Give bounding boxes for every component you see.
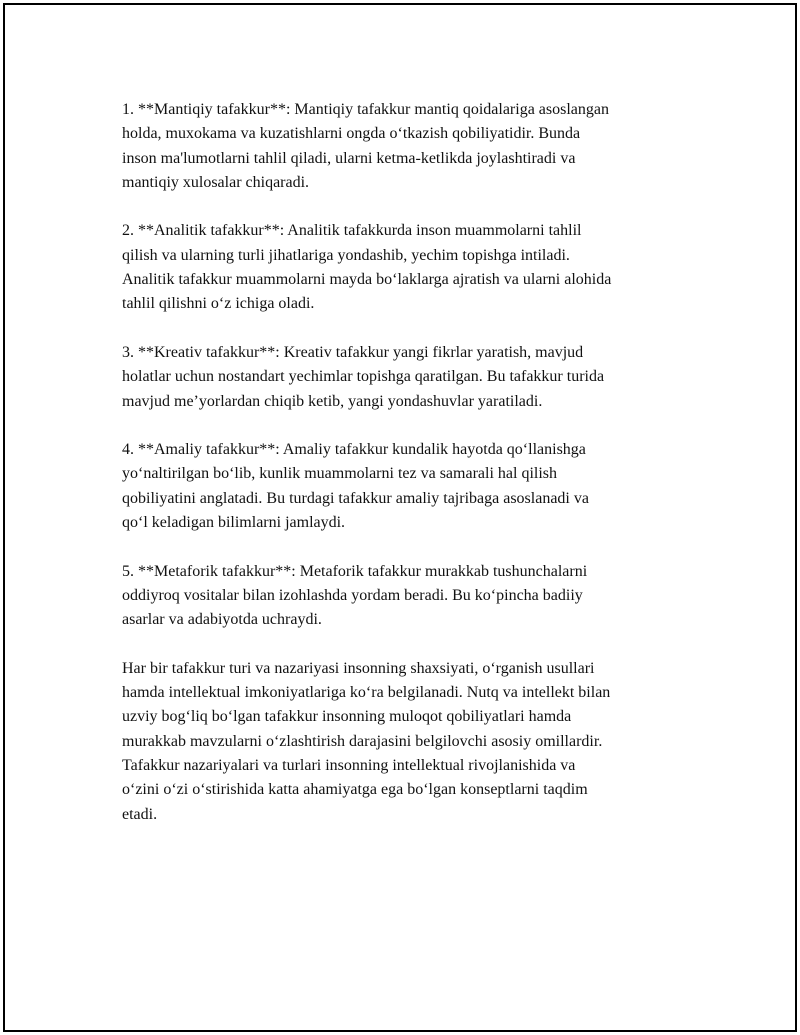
page-frame [3, 3, 797, 1032]
paragraph-metaforik-tafakkur: 5. **Metaforik tafakkur**: Metaforik tafakkur murakkab tushunchalarni oddiyroq vositalar bilan izohlashda yordam beradi. Bu ko‘pincha badiiy asarlar va adabiyotda uchraydi. [122, 562, 588, 629]
paragraph-kreativ-tafakkur: 3. **Kreativ tafakkur**: Kreativ tafakkur yangi fikrlar yaratish, mavjud holatlar uchun nostandart yechimlar topishga qaratilgan. Bu tafakkur turida mavjud me’yorlardan chiqib ketib, yangi yondashuvlar yaratiladi. [122, 343, 605, 410]
paragraph-amaliy-tafakkur: 4. **Amaliy tafakkur**: Amaliy tafakkur kundalik hayotda qo‘llanishga yo‘naltirilgan bo‘lib, kunlik muammolarni tez va samarali hal qilish qobiliyatini anglatadi. Bu turdagi tafakkur amaliy tajribaga asoslanadi va qo‘l keladigan bilimlarni jamlaydi. [122, 441, 589, 532]
document-body [122, 98, 697, 851]
paragraph-conclusion: Har bir tafakkur turi va nazariyasi insonning shaxsiyati, o‘rganish usullari hamda intellektual imkoniyatlariga ko‘ra belgilanadi. Nutq va intellekt bilan uzviy bog‘liq bo‘lgan tafakkur insonning muloqot qobiliyatlari hamda murakkab mavzularni o‘zlashtirish darajasini belgilovchi asosiy omillardir. Tafakkur nazariyalari va turlari insonning intellektual rivojlanishida va o‘zini o‘zi o‘stirishida katta ahamiyatga ega bo‘lgan konseptlarni taqdim etadi. [122, 659, 611, 823]
paragraph-mantiqiy-tafakkur: 1. **Mantiqiy tafakkur**: Mantiqiy tafakkur mantiq qoidalariga asoslangan holda, muxokama va kuzatishlarni ongda o‘tkazish qobiliyatidir. Bunda inson ma'lumotlarni tahlil qiladi, ularni ketma-ketlikda joylashtiradi va mantiqiy xulosalar chiqaradi. [122, 101, 609, 191]
paragraph-analitik-tafakkur: 2. **Analitik tafakkur**: Analitik tafakkurda inson muammolarni tahlil qilish va ularning turli jihatlariga yondashib, yechim topishga intiladi. Analitik tafakkur muammolarni mayda bo‘laklarga ajratish va ularni alohida tahlil qilishni o‘z ichiga oladi. [122, 222, 612, 313]
